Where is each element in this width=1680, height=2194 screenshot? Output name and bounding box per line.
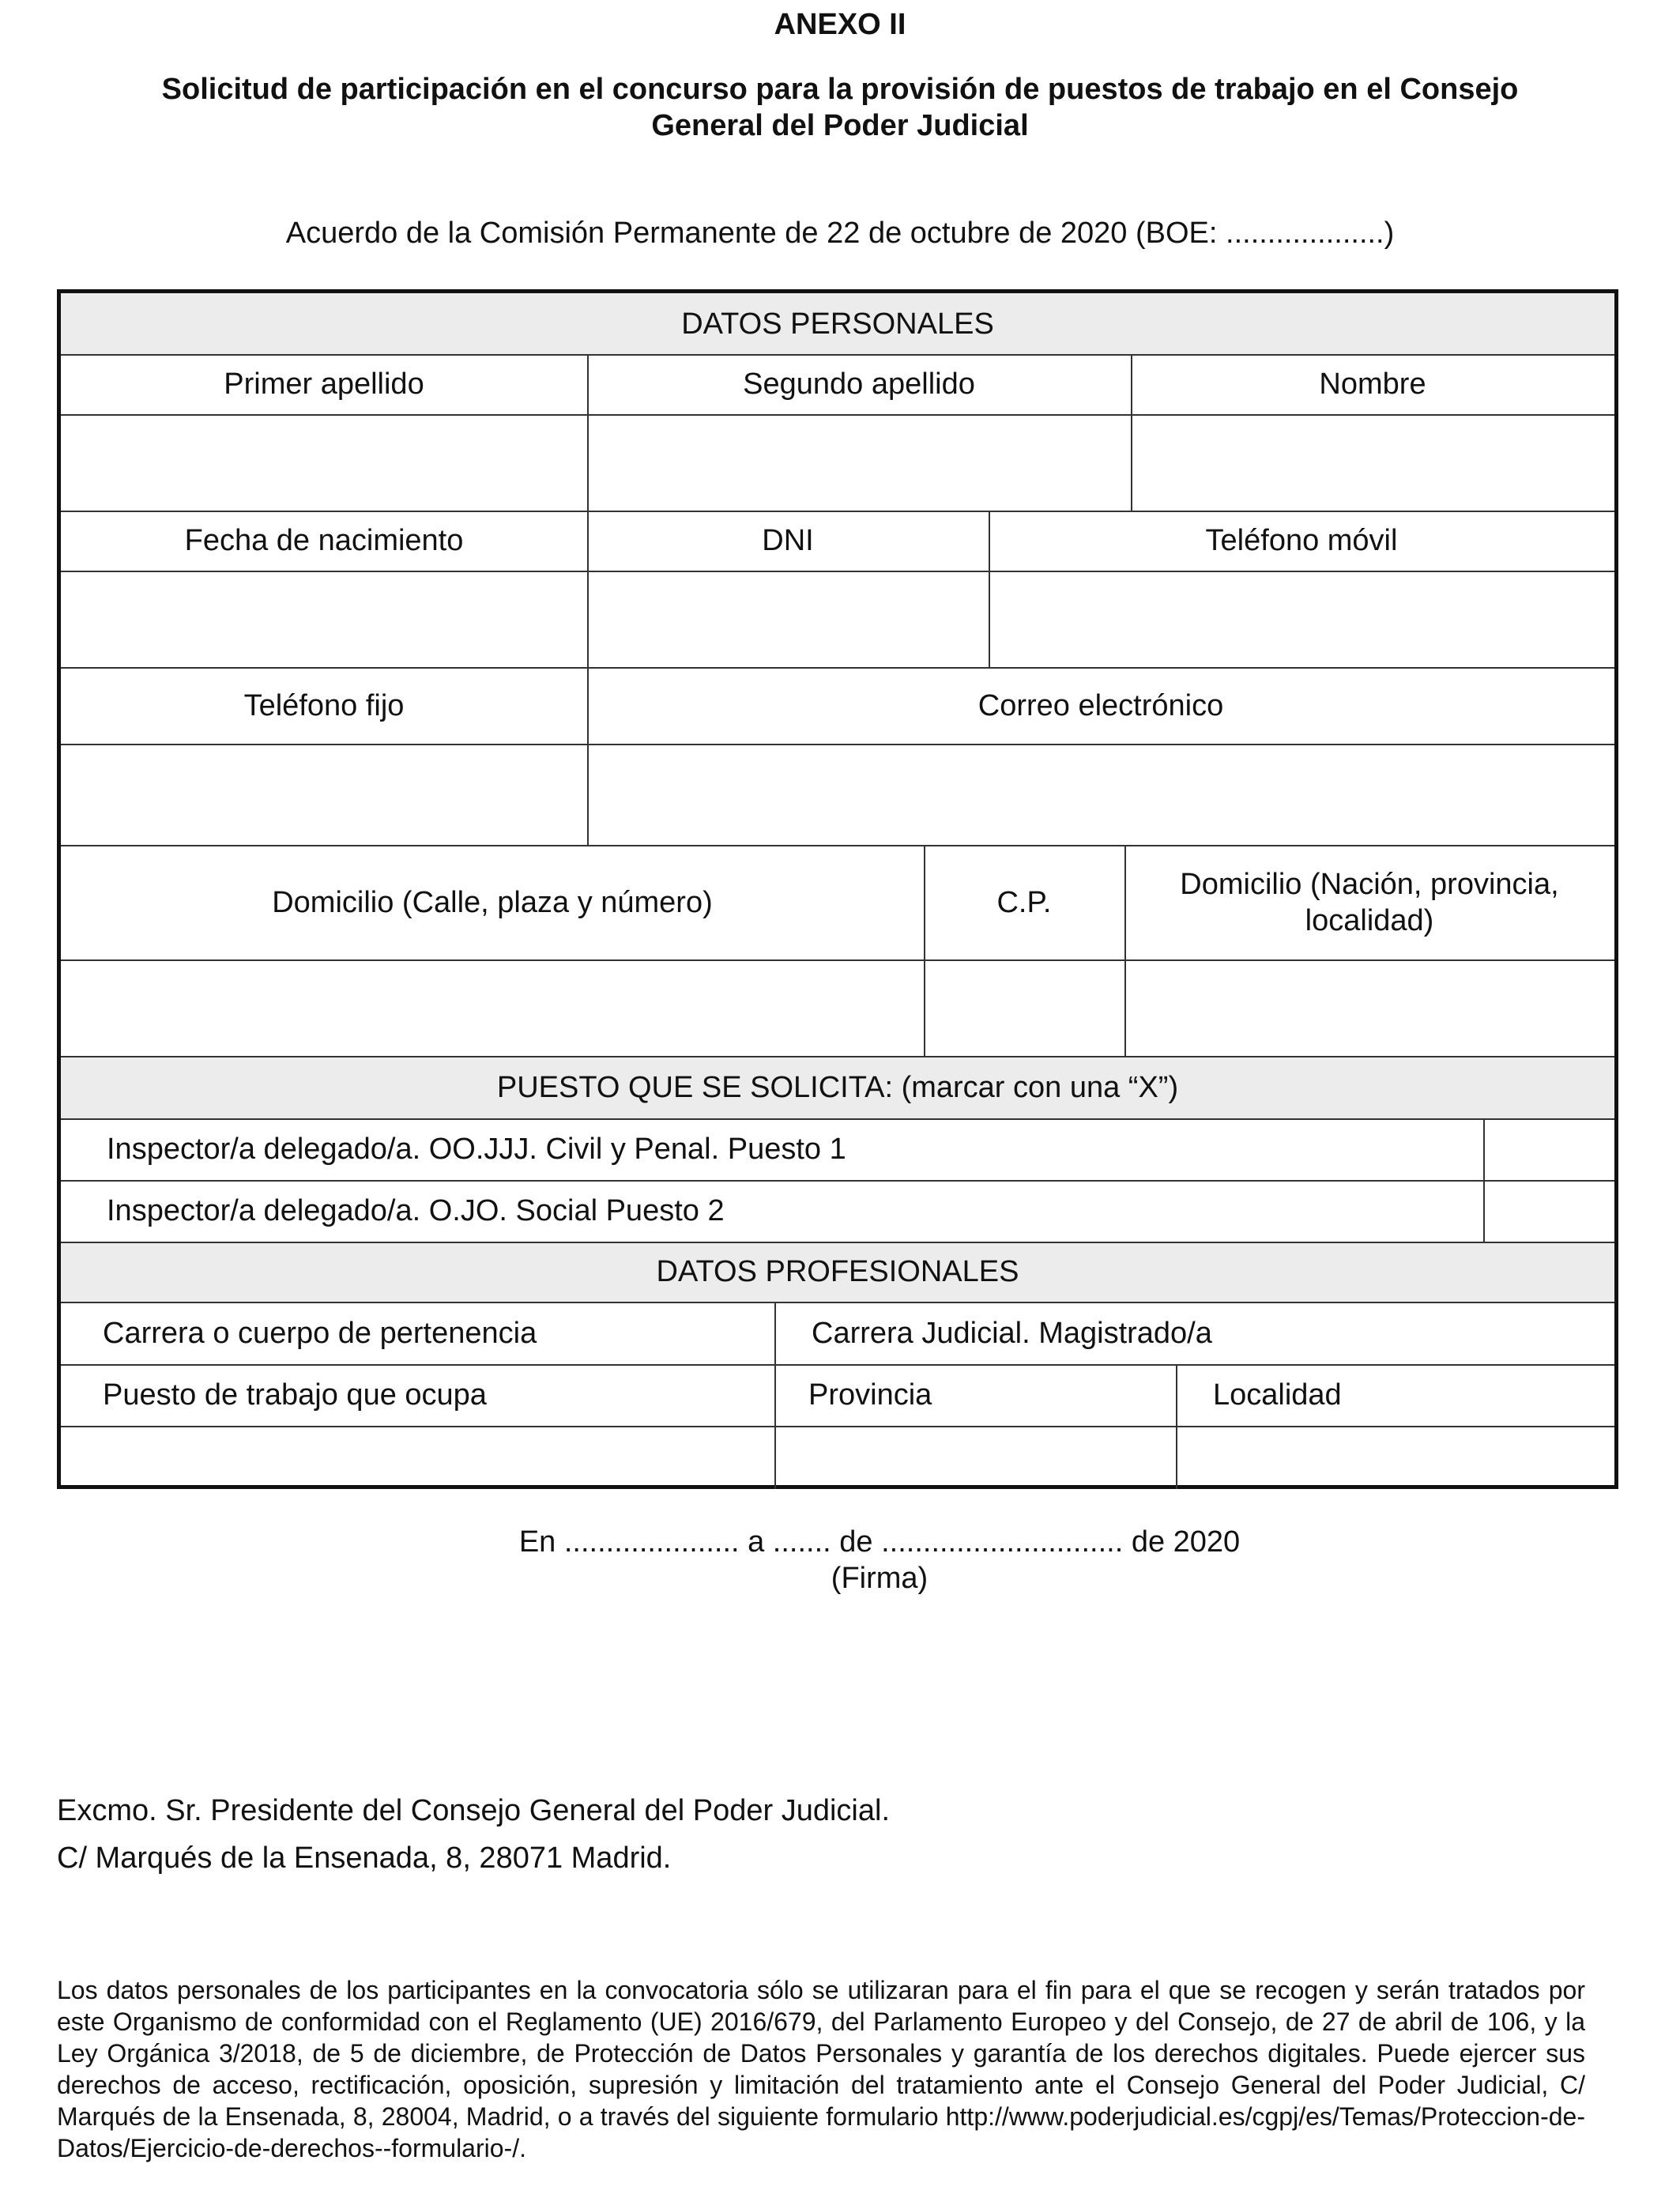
career-label: Carrera o cuerpo de pertenencia <box>103 1316 537 1350</box>
dni-field[interactable] <box>587 571 989 667</box>
document-title-line1: Solicitud de participación en el concurso para la provisión de puestos de trabajo en el Consejo <box>161 73 1519 106</box>
career-value: Carrera Judicial. Magistrado/a <box>812 1316 1212 1350</box>
birth-date-label: Fecha de nacimiento <box>184 524 464 557</box>
email-label: Correo electrónico <box>977 688 1224 722</box>
dni-label: DNI <box>762 524 814 557</box>
street-address-field[interactable] <box>61 959 924 1056</box>
date-line: En ..................... a ....... de ............................. de 2020 <box>518 1525 1241 1559</box>
locality-field[interactable] <box>1176 1426 1614 1486</box>
position-option-2: Inspector/a delegado/a. O.JO. Social Puesto 2 <box>107 1194 725 1227</box>
signature-label: (Firma) <box>831 1562 929 1595</box>
email-field[interactable] <box>587 744 1614 845</box>
current-job-field[interactable] <box>61 1426 774 1486</box>
addressee-line2: C/ Marqués de la Ensenada, 8, 28071 Madrid. <box>57 1842 672 1875</box>
name-label: Nombre <box>1319 368 1426 401</box>
document-title-line2: General del Poder Judicial <box>651 109 1029 142</box>
position-1-checkbox[interactable] <box>1483 1118 1614 1180</box>
current-job-label: Puesto de trabajo que ocupa <box>103 1378 487 1412</box>
region-address-label: Domicilio (Nación, provincia, localidad) <box>1180 867 1559 937</box>
mobile-phone-label: Teléfono móvil <box>1205 524 1398 557</box>
application-form <box>57 289 1618 1489</box>
position-option-1: Inspector/a delegado/a. OO.JJJ. Civil y Penal. Puesto 1 <box>107 1133 846 1166</box>
province-field[interactable] <box>774 1426 1176 1486</box>
second-surname-field[interactable] <box>587 414 1131 511</box>
postal-code-field[interactable] <box>924 959 1124 1056</box>
agreement-line: Acuerdo de la Comisión Permanente de 22 de octubre de 2020 (BOE: ...................) <box>285 217 1395 250</box>
first-surname-label: Primer apellido <box>224 368 424 401</box>
name-field[interactable] <box>1131 414 1614 511</box>
personal-data-heading: DATOS PERSONALES <box>681 307 994 341</box>
professional-data-heading: DATOS PROFESIONALES <box>656 1255 1019 1288</box>
landline-phone-label: Teléfono fijo <box>243 688 405 722</box>
region-address-field[interactable] <box>1124 959 1614 1056</box>
locality-label: Localidad <box>1213 1378 1342 1412</box>
annex-title: ANEXO II <box>774 8 906 41</box>
second-surname-label: Segundo apellido <box>743 368 975 401</box>
birth-date-field[interactable] <box>61 571 587 667</box>
position-2-checkbox[interactable] <box>1483 1180 1614 1242</box>
mobile-phone-field[interactable] <box>989 571 1614 667</box>
first-surname-field[interactable] <box>61 414 587 511</box>
position-requested-heading: PUESTO QUE SE SOLICITA: (marcar con una “X”) <box>496 1070 1179 1104</box>
landline-phone-field[interactable] <box>61 744 587 845</box>
postal-code-label: C.P. <box>996 885 1052 919</box>
province-label: Provincia <box>808 1378 932 1412</box>
street-address-label: Domicilio (Calle, plaza y número) <box>272 885 713 919</box>
addressee-line1: Excmo. Sr. Presidente del Consejo General del Poder Judicial. <box>57 1794 890 1827</box>
privacy-notice: Los datos personales de los participantes en la convocatoria sólo se utilizaran para el fin para el que se recogen y serán tratados por este Organismo de conformidad con el Reglamento (UE) 2016/679, del Parlamento Europeo y del Consejo, de 27 de abril de 106, y la Ley Orgánica 3/2018, de 5 de diciembre, de Protección de Datos Personales y garantía de los derechos digitales. Puede ejercer sus derechos de acceso, rectificación, oposición, supresión y limitación del tratamiento ante el Consejo General del Poder Judicial, C/ Marqués de la Ensenada, 8, 28004, Madrid, o a través del siguiente formulario http://www.poderjudicial.es/cgpj/es/Temas/Proteccion-de-Datos/Ejercicio-de-derechos--formulario-/. <box>57 1976 1585 2162</box>
